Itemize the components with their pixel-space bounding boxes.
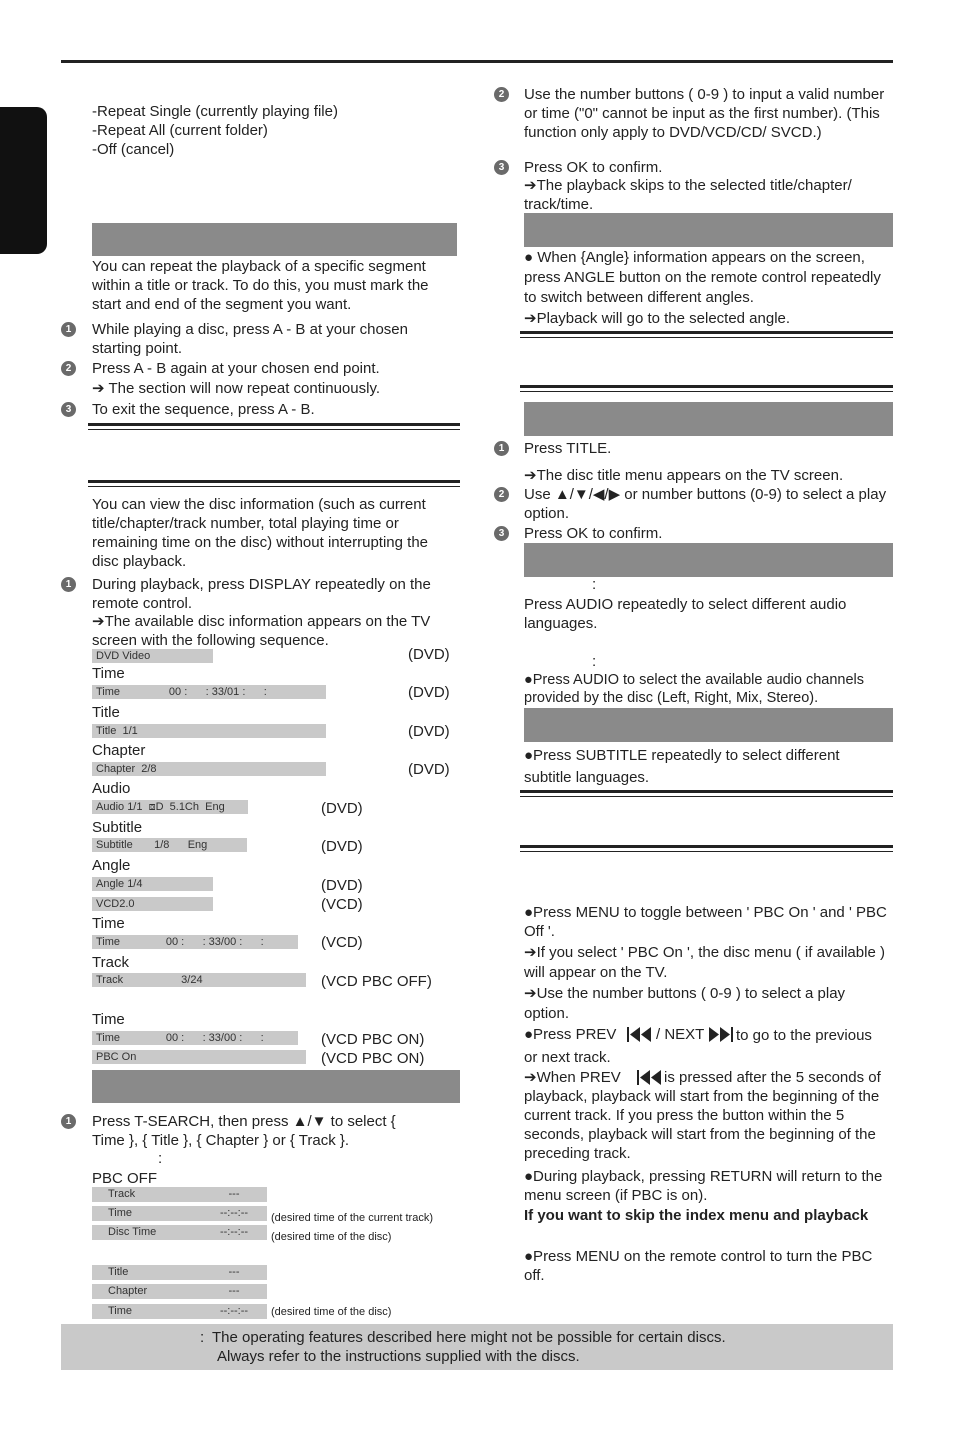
search-step-3: Press OK to confirm. [524,159,663,176]
audio-heading-bar [524,543,893,577]
audio-channel-text: ●Press AUDIO to select the available audio channels provided by the disc (Left, Right, Mix, Stereo). [524,672,865,706]
ab-step-2-result: ➔ The section will now repeat continuously. [92,380,380,397]
osd-tag: (DVD) [408,646,450,663]
step-number-3: 3 [61,402,76,417]
angle-heading-bar [524,213,893,247]
audio-language-text: Press AUDIO repeatedly to select different audio languages. [524,596,847,632]
osd-tag: (DVD) [408,761,450,778]
search-row-time: Time --:--:-- [92,1304,267,1319]
repeat-option-all: -Repeat All (current folder) [92,122,268,139]
osd-subtitle: Subtitle 1/8 Eng [92,838,247,852]
osd-tag: (DVD) [408,723,450,740]
osd-chapter: Chapter 2/8 [92,762,326,776]
section-rule [88,480,460,487]
search-row-title: Title --- [92,1265,267,1280]
pbc-off-text: ●Press MENU on the remote control to turn the PBC off. [524,1248,873,1284]
step-number-1: 1 [494,441,509,456]
osd-pbc-on: PBC On [92,1050,306,1064]
osd-tag: (VCD) [321,896,363,913]
section-rule [520,790,893,797]
step-number-3: 3 [494,526,509,541]
ab-repeat-heading-bar [92,223,457,256]
search-note: (desired time of the current track) [271,1212,434,1224]
pbc-toggle-text: ●Press MENU to toggle between ' PBC On ' and ' PBC Off '. [524,904,887,940]
osd-tag: (VCD PBC OFF) [321,973,432,990]
repeat-option-off: -Off (cancel) [92,141,175,158]
osd-vcd-time: Time 00 : : 33/00 : : [92,935,298,949]
display-step-1: During playback, press DISPLAY repeatedly on the remote control. [92,576,431,612]
footer-colon: : [200,1329,205,1346]
step-number-3: 3 [494,160,509,175]
angle-text: ● When {Angle} information appears on the screen, press ANGLE button on the remote control repeatedly to switch between different angles. [524,249,881,306]
osd-label-audio: Audio [92,780,131,797]
pbc-off-label: PBC OFF [92,1170,158,1187]
section-rule [520,331,893,338]
section-rule [88,423,460,430]
repeat-option-single: -Repeat Single (currently playing file) [92,103,338,120]
search-row-disc-time: Disc Time --:--:-- [92,1225,267,1240]
osd-label-track: Track [92,954,129,971]
angle-result: ➔Playback will go to the selected angle. [524,310,791,327]
prev-next-text-c: to go to the previous or next track. [524,1027,872,1066]
prev-result-text-a: ➔When PREV [524,1069,621,1086]
osd-label-time: Time [92,665,125,682]
step-number-1: 1 [61,1114,76,1129]
skip-index-heading: If you want to skip the index menu and playback [524,1207,869,1224]
pbc-number-text: ➔Use the number buttons ( 0-9 ) to select a play option. [524,985,846,1022]
osd-tag: (DVD) [321,838,363,855]
step-number-1: 1 [61,577,76,592]
osd-audio: Audio 1/1 ⧈D 5.1Ch Eng [92,800,248,814]
pbc-on-result: ➔If you select ' PBC On ', the disc menu ( if available ) will appear on the TV. [524,944,885,981]
osd-label-chapter: Chapter [92,742,146,759]
step-number-1: 1 [61,322,76,337]
osd-track: Track 3/24 [92,973,306,987]
language-side-tab [0,107,47,254]
osd-label-angle: Angle [92,857,131,874]
title-step-1: Press TITLE. [524,440,612,457]
return-text: ●During playback, pressing RETURN will return to the menu screen (if PBC is on). [524,1168,883,1204]
step-number-2: 2 [494,487,509,502]
footer-line-2: Always refer to the instructions supplied with the discs. [217,1348,580,1365]
ab-step-2: Press A - B again at your chosen end point. [92,360,380,377]
search-row-chapter: Chapter --- [92,1284,267,1299]
osd-title: Title 1/1 [92,724,326,738]
search-row-time: Time --:--:-- [92,1206,267,1221]
osd-dvd-video: DVD Video [92,649,213,663]
osd-tag: (DVD) [321,800,363,817]
colon: : [592,653,597,670]
osd-tag: (DVD) [408,684,450,701]
osd-tag: (VCD) [321,934,363,951]
osd-label-title: Title [92,704,120,721]
prev-next-text-b: / NEXT [656,1026,705,1043]
search-note: (desired time of the disc) [271,1231,392,1243]
osd-vcd-version: VCD2.0 [92,897,213,911]
colon: : [158,1150,163,1167]
subtitle-heading-bar [524,708,893,742]
osd-pbc-time: Time 00 : : 33/00 : : [92,1031,298,1045]
search-step-1: Press T-SEARCH, then press ▲/▼ to select { Time }, { Title }, { Chapter } or { Track }. [92,1113,396,1149]
title-step-1-result: ➔The disc title menu appears on the TV screen. [524,467,844,484]
title-menu-heading-bar [524,402,893,436]
title-step-3: Press OK to confirm. [524,525,663,542]
display-step-1-result: ➔The available disc information appears on the TV screen with the following sequence. [92,613,431,649]
section-rule [520,845,893,852]
subtitle-text: ●Press SUBTITLE repeatedly to select different subtitle languages. [524,747,840,786]
step-number-2: 2 [61,361,76,376]
search-row-track: Track --- [92,1187,267,1202]
osd-label-time: Time [92,1011,125,1028]
search-step-3-result: ➔The playback skips to the selected title/chapter/ track/time. [524,177,852,213]
osd-tag: (VCD PBC ON) [321,1050,425,1067]
display-intro: You can view the disc information (such as current title/chapter/track number, total playing time or remaining time on the disc) without interrupting the disc playback. [92,496,429,570]
osd-angle: Angle 1/4 [92,877,213,891]
osd-tag: (DVD) [321,877,363,894]
ab-step-3: To exit the sequence, press A - B. [92,401,315,418]
osd-label-time: Time [92,915,125,932]
colon: : [592,576,597,593]
ab-repeat-intro: You can repeat the playback of a specific segment within a title or track. To do this, you must mark the start and end of the segment you want. [92,258,429,313]
prev-result-text-b: is pressed after the 5 seconds of playback, playback will start from the beginning of the current track. If you press the button within the 5 seconds, playback will start from the beginning of the preceding track. [524,1069,881,1162]
search-heading-bar [92,1070,460,1103]
ab-step-1: While playing a disc, press A - B at your chosen starting point. [92,321,408,357]
osd-tag: (VCD PBC ON) [321,1031,425,1048]
osd-label-subtitle: Subtitle [92,819,143,836]
title-step-2: Use ▲/▼/◀/▶ or number buttons (0-9) to select a play option. [524,486,887,522]
prev-next-text-a: ●Press PREV [524,1026,617,1043]
top-rule [61,60,893,63]
footer-line-1: The operating features described here might not be possible for certain discs. [212,1329,726,1346]
search-step-2: Use the number buttons ( 0-9 ) to input a valid number or time ("0" cannot be input as the first number). (This function only apply to DVD/VCD/CD/ SVCD.) [524,86,885,141]
osd-time: Time 00 : : 33/01 : : [92,685,326,699]
search-note: (desired time of the disc) [271,1306,392,1318]
section-rule [520,385,893,392]
step-number-2: 2 [494,87,509,102]
